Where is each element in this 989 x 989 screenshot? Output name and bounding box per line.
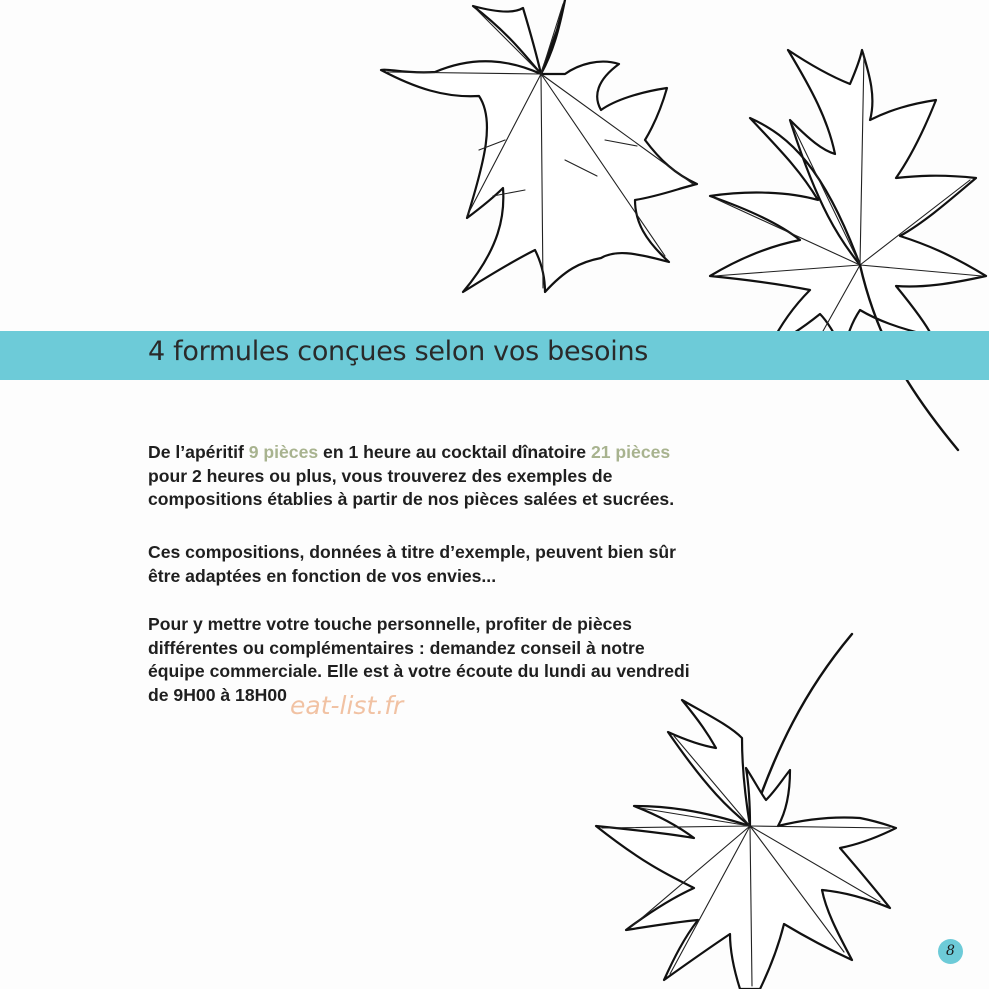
paragraph-line: de 9H00 à 18H00 bbox=[148, 684, 287, 705]
intro-paragraph bbox=[148, 441, 674, 512]
watermark: eat-list.fr bbox=[290, 691, 404, 720]
highlight-text: 9 pièces bbox=[248, 442, 319, 462]
paragraph-line: être adaptées en fonction de vos envies... bbox=[148, 565, 497, 586]
examples-paragraph bbox=[148, 541, 676, 588]
paragraph-line: Ces compositions, données à titre d’exemple, peuvent bien sûr bbox=[148, 542, 676, 562]
paragraph-line: différentes ou complémentaires : demandez conseil à notre bbox=[148, 637, 645, 658]
contact-paragraph bbox=[148, 613, 690, 707]
paragraph-line: pour 2 heures ou plus, vous trouverez des exemples de bbox=[148, 465, 613, 486]
page-title: 4 formules conçues selon vos besoins bbox=[148, 336, 649, 367]
title-banner bbox=[0, 331, 989, 380]
paragraph-line: équipe commerciale. Elle est à votre écoute du lundi au vendredi bbox=[148, 661, 690, 681]
paragraph-line: compositions établies à partir de nos pièces salées et sucrées. bbox=[148, 489, 675, 509]
text-segment: en 1 heure au cocktail dînatoire bbox=[318, 442, 591, 462]
paragraph-line bbox=[148, 441, 674, 465]
paragraph-line: Pour y mettre votre touche personnelle, profiter de pièces bbox=[148, 614, 632, 634]
highlight-text: 21 pièces bbox=[590, 442, 671, 462]
maple-leaf-icon bbox=[375, 0, 705, 300]
maple-leaf-icon bbox=[700, 40, 989, 460]
page-number-badge: 8 bbox=[938, 939, 963, 964]
text-segment: De l’apéritif bbox=[148, 442, 249, 462]
